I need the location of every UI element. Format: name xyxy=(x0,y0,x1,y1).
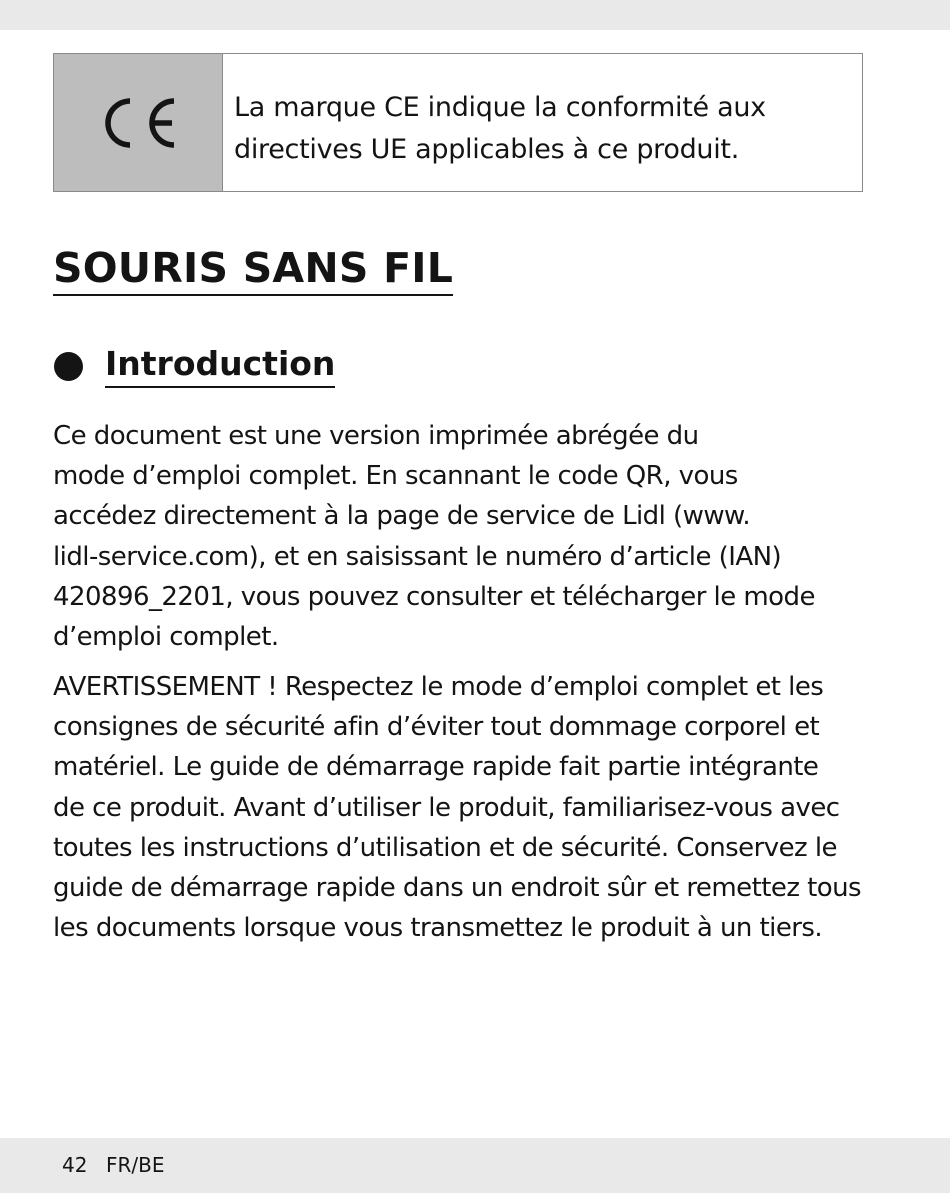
paragraph-line: Ce document est une version imprimée abrégée du xyxy=(53,421,699,451)
paragraph-line: de ce produit. Avant d’utiliser le produit, familiarisez-vous avec xyxy=(53,792,840,823)
section-title: Introduction xyxy=(105,343,335,388)
ce-mark-icon xyxy=(95,92,181,154)
paragraph-line: accédez directement à la page de service de Lidl (www. xyxy=(53,501,751,532)
paragraph-line: d’emploi complet. xyxy=(53,622,279,653)
ce-logo-cell xyxy=(54,54,223,191)
paragraph-line: matériel. Le guide de démarrage rapide fait partie intégrante xyxy=(53,752,819,783)
paragraph-line: toutes les instructions d’utilisation et de sécurité. Conservez le xyxy=(53,832,837,863)
bullet-dot-icon xyxy=(54,352,83,381)
page-title: SOURIS SANS FIL xyxy=(53,244,453,296)
paragraph-line: guide de démarrage rapide dans un endroit sûr et remettez tous xyxy=(53,873,862,904)
section-heading xyxy=(54,343,335,388)
ce-notice-line: La marque CE indique la conformité aux xyxy=(234,92,766,123)
page-locale: FR/BE xyxy=(106,1153,165,1177)
paragraph-line: consignes de sécurité afin d’éviter tout dommage corporel et xyxy=(53,712,820,743)
ce-notice-box xyxy=(53,53,863,192)
paragraph-line: mode d’emploi complet. En scannant le code QR, vous xyxy=(53,461,738,492)
paragraph-line: les documents lorsque vous transmettez le produit à un tiers. xyxy=(53,913,823,944)
ce-notice-text xyxy=(223,54,766,191)
paragraph-line: lidl-service.com), et en saisissant le numéro d’article (IAN) xyxy=(53,541,782,572)
top-margin-strip xyxy=(0,0,950,30)
warning-paragraph xyxy=(53,667,873,948)
intro-paragraph xyxy=(53,416,873,657)
paragraph-line: 420896_2201, vous pouvez consulter et télécharger le mode xyxy=(53,581,815,612)
ce-notice-line: directives UE applicables à ce produit. xyxy=(234,134,740,165)
page-number: 42 xyxy=(62,1153,88,1177)
paragraph-line: AVERTISSEMENT ! Respectez le mode d’emploi complet et les xyxy=(53,672,824,702)
